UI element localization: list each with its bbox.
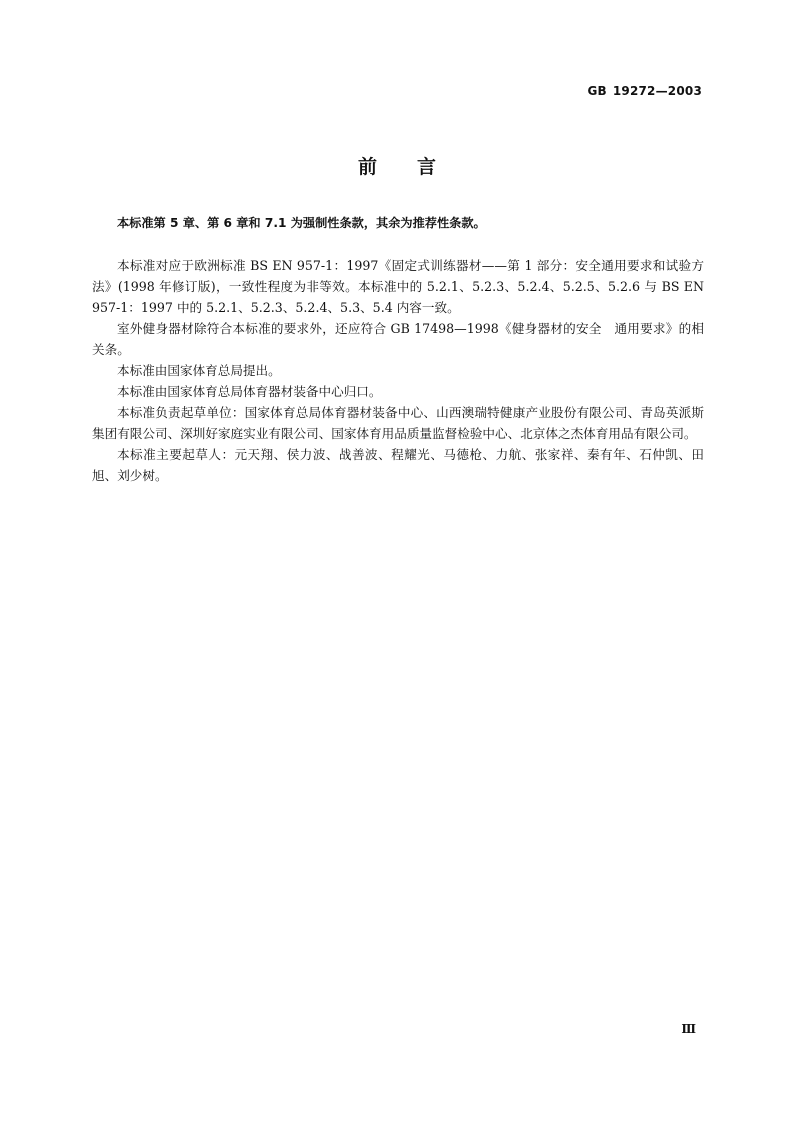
page-number: Ⅲ bbox=[681, 1022, 696, 1036]
standard-code bbox=[587, 84, 702, 98]
paragraph-centralized-by: 本标准由国家体育总局体育器材装备中心归口。 bbox=[117, 384, 382, 399]
mandatory-clause-statement: 本标准第 5 章、第 6 章和 7.1 为强制性条款，其余为推荐性条款。 bbox=[117, 216, 486, 230]
page-title: 前言 bbox=[357, 156, 476, 178]
standard-prefix: GB bbox=[587, 84, 607, 98]
paragraph-proposed-by: 本标准由国家体育总局提出。 bbox=[117, 363, 281, 378]
paragraph-outdoor-equipment: 室外健身器材除符合本标准的要求外，还应符合 GB 17498—1998《健身器材的安全 通用要求》的相关条。 bbox=[92, 321, 704, 357]
standard-number: 19272—2003 bbox=[612, 84, 702, 98]
paragraph-drafting-units: 本标准负责起草单位：国家体育总局体育器材装备中心、山西澳瑞特健康产业股份有限公司、青岛英派斯集团有限公司、深圳好家庭实业有限公司、国家体育用品质量监督检验中心、北京体之杰体育用品有限公司。 bbox=[92, 405, 704, 441]
paragraph-equivalence: 本标准对应于欧洲标准 BS EN 957-1：1997《固定式训练器材——第 1 部分：安全通用要求和试验方法》(1998 年修订版)，一致性程度为非等效。本标准中的 5.2.1、5.2.3、5.2.4、5.2.5、5.2.6 与 BS EN 957-1：1997 中的 5.2.1、5.2.3、5.2.4、5.3、5.4 内容一致。 bbox=[92, 258, 704, 315]
foreword-body bbox=[92, 213, 704, 486]
paragraph-drafters: 本标准主要起草人：元天翔、侯力波、战善波、程耀光、马德枪、力航、张家祥、秦有年、石仲凯、田旭、刘少树。 bbox=[92, 447, 704, 483]
